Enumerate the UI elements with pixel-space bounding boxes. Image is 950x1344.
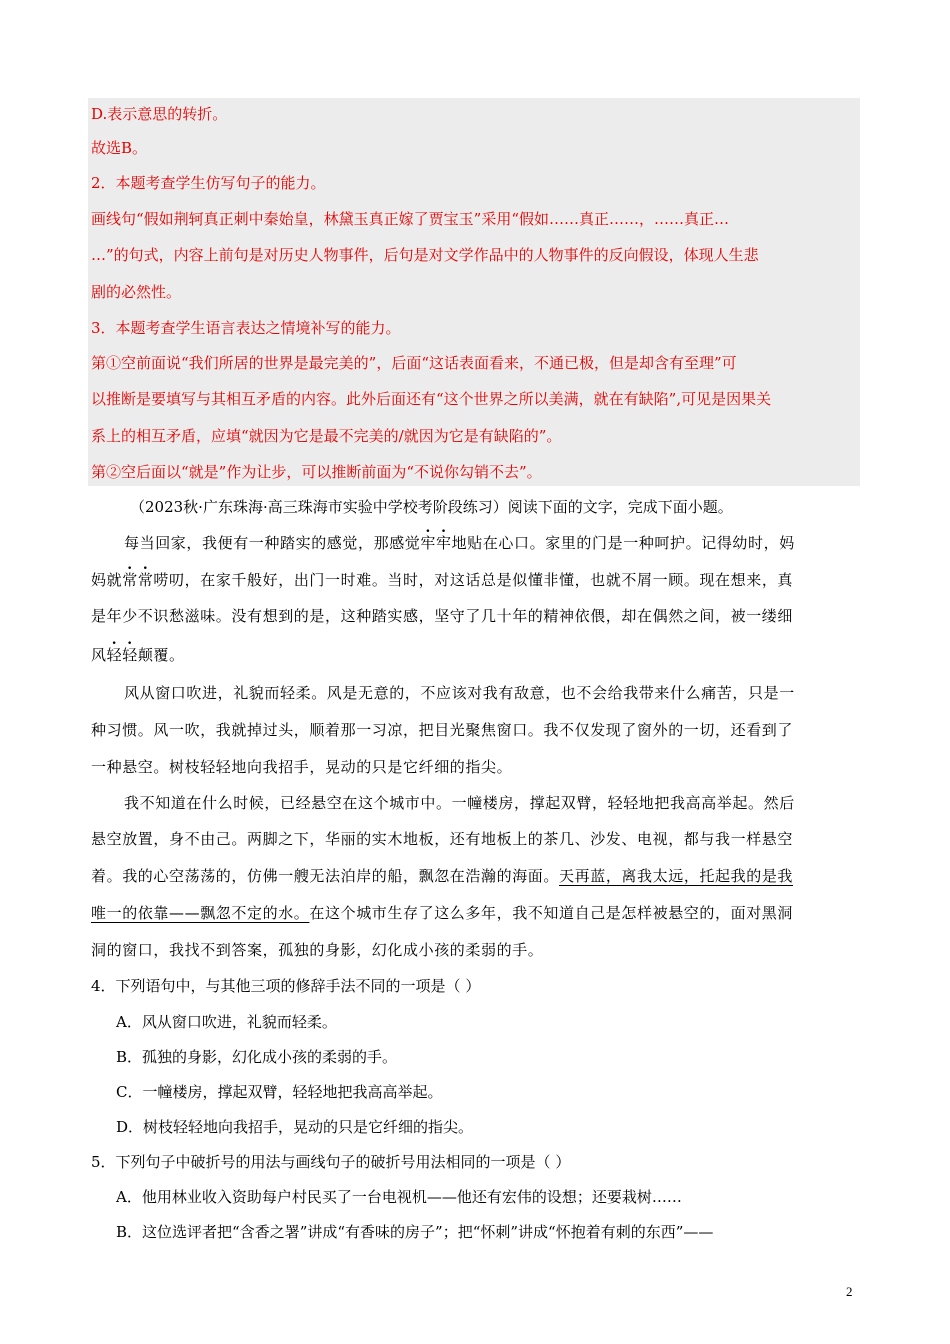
passage-line: 洞的窗口，我找不到答案，孤独的身影，幻化成小孩的柔弱的手。 (91, 941, 544, 959)
answer-line-4: 画线句“假如荆轲真正刺中秦始皇，林黛玉真正嫁了贾宝玉”采用“假如……真正……，……真正… (91, 210, 730, 228)
question-4-option-d: D．树枝轻轻地向我招手，晃动的只是它纤细的指尖。 (116, 1118, 474, 1136)
underlined-sentence: 天再蓝，离我太远，托起我的是我 (559, 867, 794, 885)
passage-line: 妈就常常唠叨，在家千般好，出门一时难。当时，对这话总是似懂非懂，也就不屑一顾。现在想来，真 (91, 571, 794, 589)
emphasis-char: 轻 (106, 646, 123, 664)
question-4-option-a: A．风从窗口吹进，礼貌而轻柔。 (116, 1013, 337, 1031)
passage-line: 种习惯。风一吹，我就掉过头，顺着那一习凉，把目光聚焦窗口。我不仅发现了窗外的一切，还看到了 (91, 721, 794, 739)
answer-line-3: 2．本题考查学生仿写句子的能力。 (91, 174, 326, 192)
passage-line: 风从窗口吹进，礼貌而轻柔。风是无意的，不应该对我有敌意，也不会给我带来什么痛苦，只是一 (124, 684, 795, 702)
question-4-option-b: B．孤独的身影，幻化成小孩的柔弱的手。 (116, 1048, 398, 1066)
answer-line-10: 系上的相互矛盾，应填“就因为它是最不完美的/就因为它是有缺陷的”。 (91, 427, 562, 445)
passage-line: 悬空放置，身不由己。两脚之下，华丽的实木地板，还有地板上的茶几、沙发、电视，都与我一样悬空 (91, 830, 794, 848)
question-4-stem: 4．下列语句中，与其他三项的修辞手法不同的一项是（ ） (91, 977, 481, 995)
question-4-option-c: C．一幢楼房，撑起双臂，轻轻地把我高高举起。 (116, 1083, 443, 1101)
page-number: 2 (846, 1284, 853, 1299)
passage-line: 是年少不识愁滋味。没有想到的是，这种踏实感，坚守了几十年的精神依偎，却在偶然之间，被一缕细 (91, 607, 794, 625)
passage-line: 唯一的依靠——飘忽不定的水。在这个城市生存了这么多年，我不知道自己是怎样被悬空的，面对黑洞 (91, 904, 794, 922)
passage-line: 着。我的心空荡荡的，仿佛一艘无法泊岸的船，飘忽在浩瀚的海面。天再蓝，离我太远，托起我的是我 (91, 867, 794, 885)
emphasis-char: 牢 (420, 534, 437, 552)
answer-line-2: 故选B。 (91, 139, 148, 157)
answer-line-11: 第②空后面以“就是”作为让步，可以推断前面为“不说你勾销不去”。 (91, 463, 542, 481)
emphasis-char: 轻 (122, 646, 138, 664)
answer-line-8: 第①空前面说“我们所居的世界是最完美的”，后面“这话表面看来，不通已极，但是却含有至理”可 (91, 354, 737, 372)
question-5-stem: 5．下列句子中破折号的用法与画线句子的破折号用法相同的一项是（ ） (91, 1153, 571, 1171)
emphasis-char: 常 (122, 571, 138, 589)
answer-line-5: …”的句式，内容上前句是对历史人物事件，后句是对文学作品中的人物事件的反向假设，体现人生悲 (91, 246, 759, 264)
question-5-option-a: A．他用林业收入资助每户村民买了一台电视机——他还有宏伟的设想；还要栽树…… (116, 1188, 682, 1206)
answer-line-6: 剧的必然性。 (91, 283, 182, 301)
emphasis-char: 牢 (436, 534, 452, 552)
emphasis-char: 常 (137, 571, 154, 589)
source-citation: （2023秋·广东珠海·高三珠海市实验中学校考阶段练习）阅读下面的文字，完成下面小题。 (130, 498, 733, 516)
passage-line: 我不知道在什么时候，已经悬空在这个城市中。一幢楼房，撑起双臂，轻轻地把我高高举起。然后 (124, 794, 795, 812)
answer-line-7: 3．本题考查学生语言表达之情境补写的能力。 (91, 319, 401, 337)
passage-line: 风轻轻颠覆。 (91, 646, 185, 664)
answer-line-9: 以推断是要填写与其相互矛盾的内容。此外后面还有“这个世界之所以美满，就在有缺陷”,可见是因果关 (91, 390, 772, 408)
passage-line: 每当回家，我便有一种踏实的感觉，那感觉牢牢地贴在心口。家里的门是一种呵护。记得幼时，妈 (124, 534, 795, 552)
passage-line: 一种悬空。树枝轻轻地向我招手，晃动的只是它纤细的指尖。 (91, 758, 513, 776)
question-5-option-b: B．这位选评者把“含香之署”讲成“有香味的房子”；把“怀刺”讲成“怀抱着有刺的东西”—— (116, 1223, 714, 1241)
answer-line-1: D.表示意思的转折。 (91, 105, 228, 123)
underlined-sentence: 唯一的依靠——飘忽不定的水。 (91, 904, 310, 922)
